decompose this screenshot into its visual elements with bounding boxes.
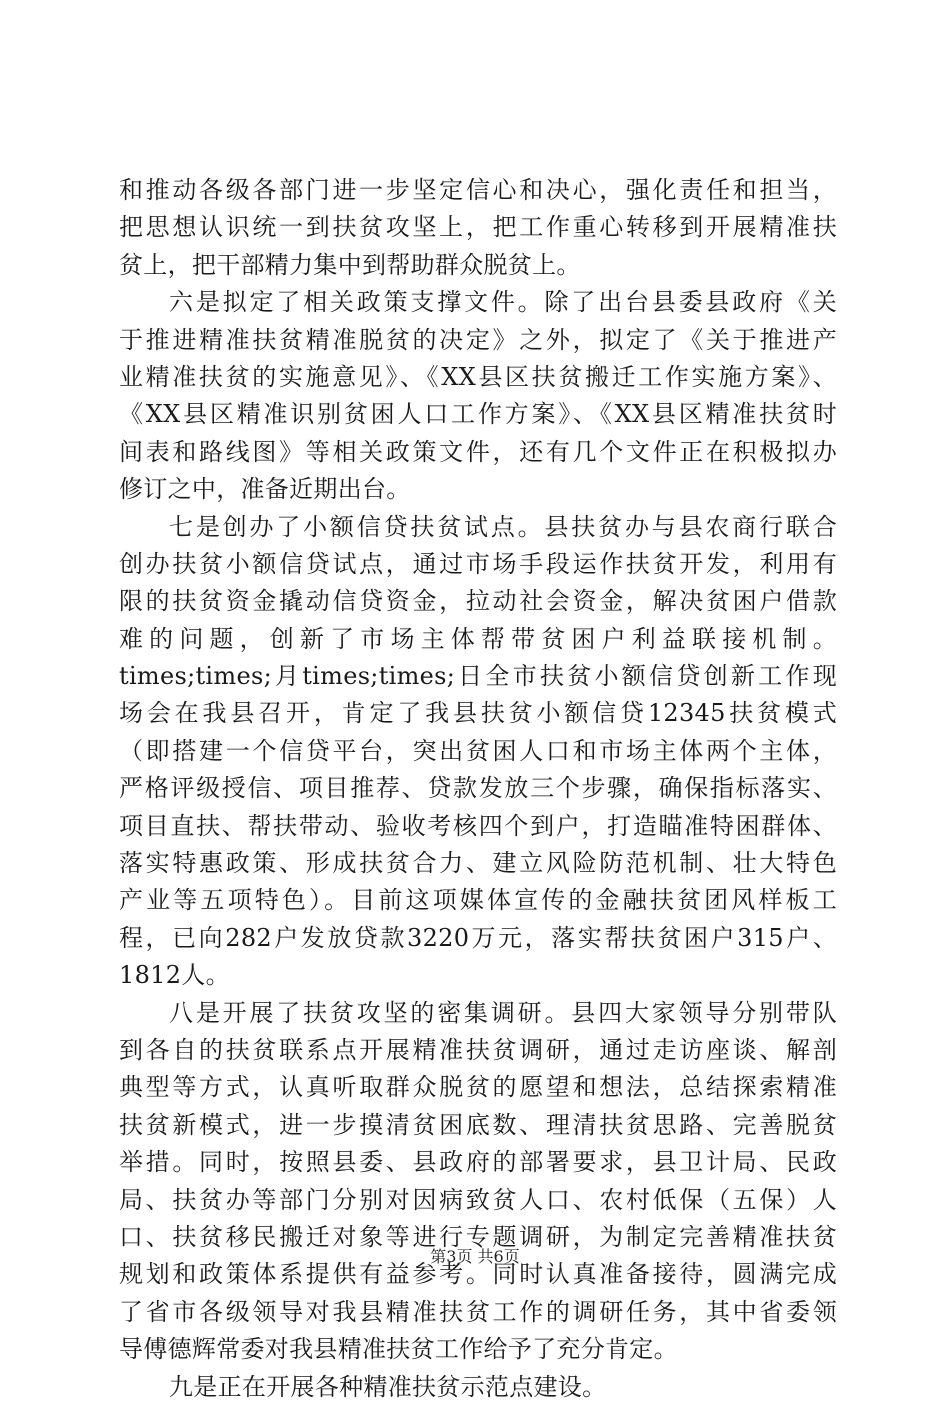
page-number-footer: 第3页 共6页: [430, 1247, 520, 1266]
document-body: [119, 172, 837, 1406]
text-line: 1812人。: [119, 961, 230, 990]
text-line: 业精准扶贫的实施意见》、《XX县区扶贫搬迁工作实施方案》、: [119, 362, 837, 391]
paragraph-start-line: 六是拟定了相关政策支撑文件。除了出台县委县政府《关: [169, 288, 837, 317]
text-line: 局、扶贫办等部门分别对因病致贫人口、农村低保（五保）人: [119, 1185, 837, 1214]
text-line: 程，已向282户发放贷款3220万元，落实帮扶贫困户315户、: [119, 923, 837, 952]
text-line: 严格评级授信、项目推荐、贷款发放三个步骤，确保指标落实、: [119, 774, 837, 803]
paragraph-start-line: 九是正在开展各种精准扶贫示范点建设。: [169, 1372, 607, 1401]
text-line: times;times;月times;times;日全市扶贫小额信贷创新工作现: [119, 662, 837, 691]
text-line: 规划和政策体系提供有益参考。同时认真准备接待，圆满完成: [119, 1260, 837, 1289]
text-line: 口、扶贫移民搬迁对象等进行专题调研，为制定完善精准扶贫: [119, 1222, 837, 1251]
text-line: 间表和路线图》等相关政策文件，还有几个文件正在积极拟办: [119, 437, 837, 466]
text-line: 产业等五项特色）。目前这项媒体宣传的金融扶贫团风样板工: [119, 886, 837, 915]
text-line: 场会在我县召开，肯定了我县扶贫小额信贷12345扶贫模式: [119, 699, 837, 728]
text-line: 了省市各级领导对我县精准扶贫工作的调研任务，其中省委领: [119, 1297, 837, 1326]
text-line: 到各自的扶贫联系点开展精准扶贫调研，通过走访座谈、解剖: [119, 1035, 837, 1064]
text-line: 限的扶贫资金撬动信贷资金，拉动社会资金，解决贫困户借款: [119, 587, 837, 616]
paragraph-start-line: 七是创办了小额信贷扶贫试点。县扶贫办与县农商行联合: [169, 512, 837, 541]
text-line: 举措。同时，按照县委、县政府的部署要求，县卫计局、民政: [119, 1148, 837, 1177]
text-line: 修订之中，准备近期出台。: [119, 475, 411, 504]
text-line: 创办扶贫小额信贷试点，通过市场手段运作扶贫开发，利用有: [119, 549, 837, 578]
text-line: 落实特惠政策、形成扶贫合力、建立风险防范机制、壮大特色: [119, 849, 837, 878]
text-line: 《XX县区精准识别贫困人口工作方案》、《XX县区精准扶贫时: [119, 400, 837, 429]
text-line: 扶贫新模式，进一步摸清贫困底数、理清扶贫思路、完善脱贫: [119, 1110, 837, 1139]
text-line: 导傅德辉常委对我县精准扶贫工作给予了充分肯定。: [119, 1335, 678, 1364]
text-line: 项目直扶、帮扶带动、验收考核四个到户，打造瞄准特困群体、: [119, 811, 837, 840]
text-line: 难的问题，创新了市场主体帮带贫困户利益联接机制。: [119, 624, 837, 653]
text-line: 典型等方式，认真听取群众脱贫的愿望和想法，总结探索精准: [119, 1073, 837, 1102]
text-line: 把思想认识统一到扶贫攻坚上，把工作重心转移到开展精准扶: [119, 213, 837, 242]
text-line: 于推进精准扶贫精准脱贫的决定》之外，拟定了《关于推进产: [119, 325, 837, 354]
text-line: （即搭建一个信贷平台，突出贫困人口和市场主体两个主体，: [119, 736, 837, 765]
paragraph-start-line: 八是开展了扶贫攻坚的密集调研。县四大家领导分别带队: [169, 998, 837, 1027]
text-line: 贫上，把干部精力集中到帮助群众脱贫上。: [119, 250, 581, 279]
text-line: 和推动各级各部门进一步坚定信心和决心，强化责任和担当，: [119, 176, 837, 204]
